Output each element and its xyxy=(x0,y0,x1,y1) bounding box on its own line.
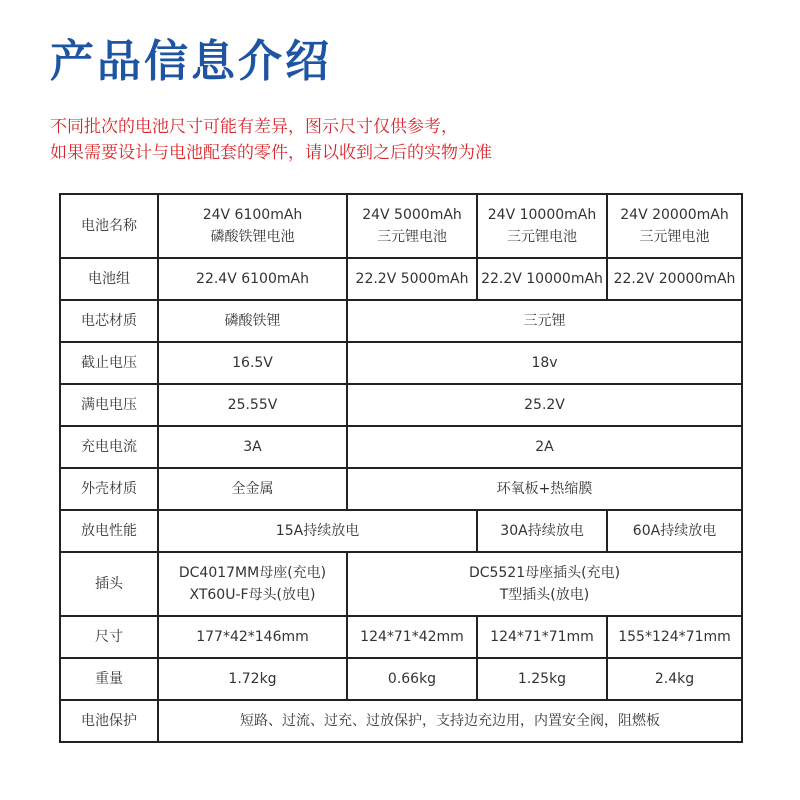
row-label: 外壳材质 xyxy=(60,468,158,510)
row-label: 电芯材质 xyxy=(60,300,158,342)
table-cell: 24V 6100mAh 磷酸铁锂电池 xyxy=(158,194,347,258)
table-cell: 24V 20000mAh 三元锂电池 xyxy=(607,194,742,258)
table-cell: 18v xyxy=(347,342,742,384)
table-row xyxy=(60,616,742,658)
table-cell: 1.72kg xyxy=(158,658,347,700)
table-cell: 三元锂 xyxy=(347,300,742,342)
table-cell: 24V 5000mAh 三元锂电池 xyxy=(347,194,477,258)
row-label: 充电电流 xyxy=(60,426,158,468)
table-cell: 全金属 xyxy=(158,468,347,510)
table-row xyxy=(60,658,742,700)
table-cell: DC5521母座插头(充电) T型插头(放电) xyxy=(347,552,742,616)
table-cell: 22.2V 20000mAh xyxy=(607,258,742,300)
table-cell: 155*124*71mm xyxy=(607,616,742,658)
table-row xyxy=(60,300,742,342)
table-cell: 磷酸铁锂 xyxy=(158,300,347,342)
table-row xyxy=(60,258,742,300)
table-row xyxy=(60,700,742,742)
table-cell: 15A持续放电 xyxy=(158,510,477,552)
row-label: 满电电压 xyxy=(60,384,158,426)
table-cell: 1.25kg xyxy=(477,658,607,700)
notice-line: 不同批次的电池尺寸可能有差异，图示尺寸仅供参考， xyxy=(50,117,458,137)
table-cell: 环氧板+热缩膜 xyxy=(347,468,742,510)
table-cell: 短路、过流、过充、过放保护，支持边充边用，内置安全阀，阻燃板 xyxy=(158,700,742,742)
row-label: 截止电压 xyxy=(60,342,158,384)
spec-table xyxy=(59,193,743,743)
row-label: 电池保护 xyxy=(60,700,158,742)
table-row xyxy=(60,552,742,616)
table-cell: DC4017MM母座(充电) XT60U-F母头(放电) xyxy=(158,552,347,616)
table-cell: 16.5V xyxy=(158,342,347,384)
row-label: 尺寸 xyxy=(60,616,158,658)
row-label: 重量 xyxy=(60,658,158,700)
row-label: 插头 xyxy=(60,552,158,616)
table-row xyxy=(60,194,742,258)
table-cell: 3A xyxy=(158,426,347,468)
table-row xyxy=(60,468,742,510)
table-row xyxy=(60,510,742,552)
table-cell: 24V 10000mAh 三元锂电池 xyxy=(477,194,607,258)
page-title: 产品信息介绍 xyxy=(50,36,332,87)
notice-text xyxy=(50,114,492,166)
table-cell: 30A持续放电 xyxy=(477,510,607,552)
row-label: 电池组 xyxy=(60,258,158,300)
table-cell: 2A xyxy=(347,426,742,468)
table-row xyxy=(60,426,742,468)
table-cell: 124*71*42mm xyxy=(347,616,477,658)
table-cell: 22.4V 6100mAh xyxy=(158,258,347,300)
table-row xyxy=(60,342,742,384)
table-cell: 0.66kg xyxy=(347,658,477,700)
table-cell: 177*42*146mm xyxy=(158,616,347,658)
row-label: 电池名称 xyxy=(60,194,158,258)
table-cell: 2.4kg xyxy=(607,658,742,700)
table-cell: 25.55V xyxy=(158,384,347,426)
table-cell: 124*71*71mm xyxy=(477,616,607,658)
table-cell: 22.2V 5000mAh xyxy=(347,258,477,300)
table-row xyxy=(60,384,742,426)
table-cell: 22.2V 10000mAh xyxy=(477,258,607,300)
row-label: 放电性能 xyxy=(60,510,158,552)
notice-line: 如果需要设计与电池配套的零件，请以收到之后的实物为准 xyxy=(50,143,492,163)
table-cell: 60A持续放电 xyxy=(607,510,742,552)
table-cell: 25.2V xyxy=(347,384,742,426)
